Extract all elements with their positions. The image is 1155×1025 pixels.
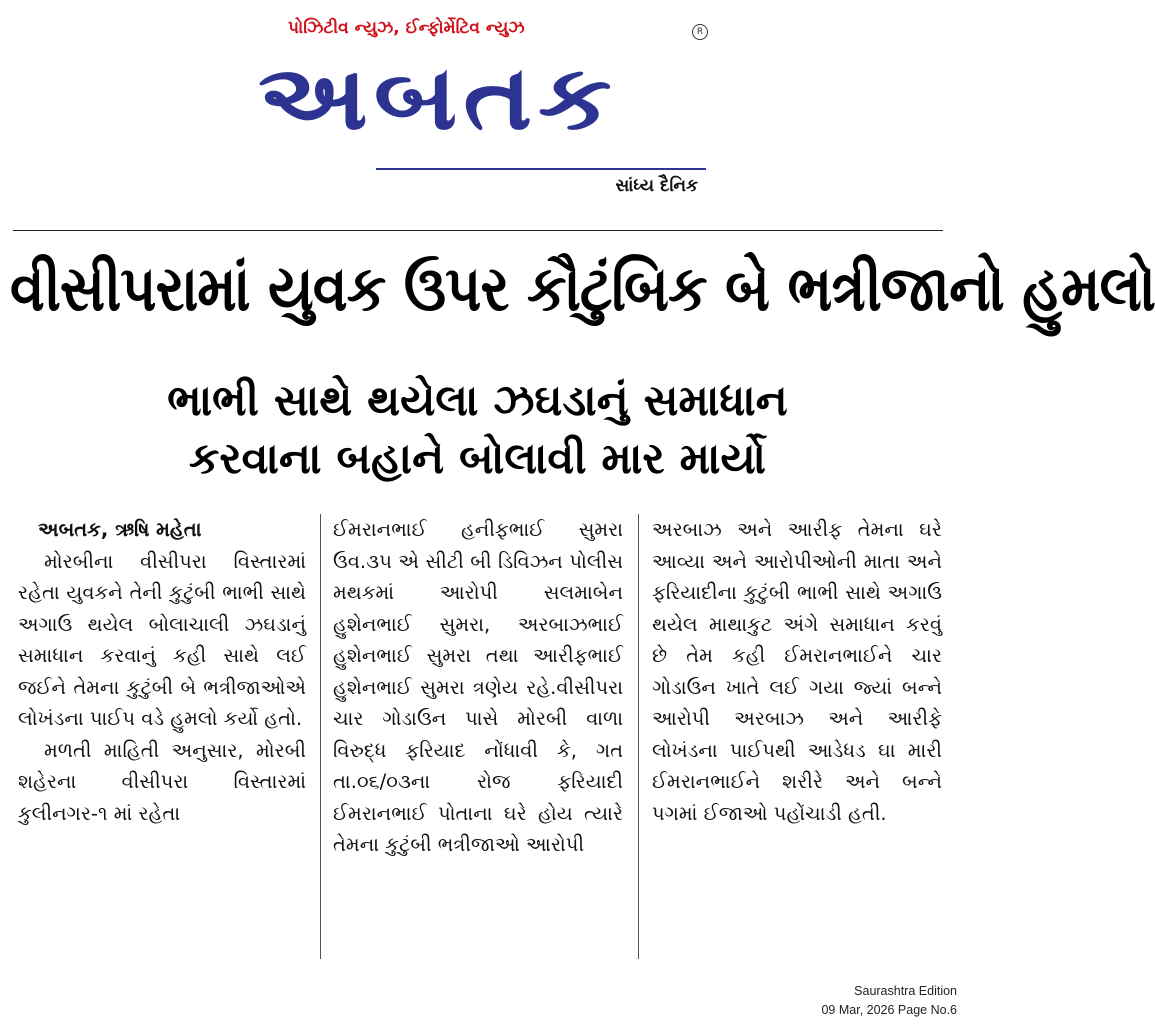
article-headline: વીસીપરામાં યુવક ઉપર કૌટુંબિક બે ભત્રીજાનો હુમલો xyxy=(10,252,1155,326)
article-subheadline xyxy=(10,372,945,488)
edition-info xyxy=(757,982,957,1020)
column-divider xyxy=(638,514,639,959)
article-paragraph: અરબાઝ અને આરીફ તેમના ઘરે આવ્યા અને આરોપીઓની માતા અને ફરિયાદીના કુટુંબી ભાભી સાથે અગાઉ થયેલ માથાકુટ અંગે સમાધાન કરવું છે તેમ કહી ઈમરાનભાઈને ચાર ગોડાઉન ખાતે લઈ ગયા જ્યાં બન્ને આરોપી અરબાઝ અને આરીફે લોખંડના પાઈપથી આડેધડ ઘા મારી ઈમરાનભાઈને શરીરે અને બન્ને પગમાં ઈજાઓ પહોંચાડી હતી. xyxy=(652,518,942,825)
edition-date-page: 09 Mar, 2026 Page No.6 xyxy=(821,1003,957,1017)
masthead xyxy=(258,18,708,203)
newspaper-logo: અબતક xyxy=(258,45,618,151)
subheadline-line-2: કરવાના બહાને બોલાવી માર માર્યો xyxy=(189,434,766,484)
article-paragraph: મોરબીના વીસીપરા વિસ્તારમાં રહેતા યુવકને તેની કુટુંબી ભાભી સાથે અગાઉ થયેલ બોલાચાલી ઝઘડાનું સમાધાન કરવાનું કહી સાથે લઈ જઈને તેમના કુટુંબી બે ભત્રીજાઓએ લોખંડના પાઈપ વડે હુમલો કર્યો હતો. xyxy=(18,549,306,730)
masthead-tagline: પોઝિટીવ ન્યુઝ, ઈન્ફોર્મેટિવ ન્યુઝ xyxy=(288,18,525,38)
masthead-subtag: સાંધ્ય દૈનિક xyxy=(615,176,698,196)
registered-mark-icon: R xyxy=(692,24,708,40)
article-paragraph: ઈમરાનભાઈ હનીફભાઈ સુમરા ઉવ.૩૫ એ સીટી બી ડિવિઝન પોલીસ મથકમાં આરોપી સલમાબેન હુશેનભાઈ સુમરા, અરબાઝભાઈ હુશેનભાઈ સુમરા તથા આરીફભાઈ હુશેનભાઈ સુમરા ત્રણેય રહે.વીસીપરા ચાર ગોડાઉન પાસે મોરબી વાળા વિરુદ્ધ ફરિયાદ નોંધાવી કે, ગત તા.૦૬/૦૩ના રોજ ફરિયાદી ઈમરાનભાઈ પોતાના ઘરે હોય ત્યારે તેમના કુટુંબી ભત્રીજાઓ આરોપી xyxy=(333,518,623,856)
article-byline: અબતક, ઋષિ મહેતા xyxy=(38,518,202,541)
logo-underline xyxy=(376,168,706,170)
article-column-3 xyxy=(652,514,942,829)
article-column-2 xyxy=(333,514,623,861)
subheadline-line-1: ભાભી સાથે થયેલા ઝઘડાનું સમાધાન xyxy=(167,376,788,426)
edition-name: Saurashtra Edition xyxy=(854,984,957,998)
header-divider xyxy=(13,230,943,231)
article-column-1 xyxy=(18,514,306,829)
column-divider xyxy=(320,514,321,959)
article-paragraph: મળતી માહિતી અનુસાર, મોરબી શહેરના વીસીપરા વિસ્તારમાં કુલીનગર-૧ માં રહેતા xyxy=(18,738,306,825)
